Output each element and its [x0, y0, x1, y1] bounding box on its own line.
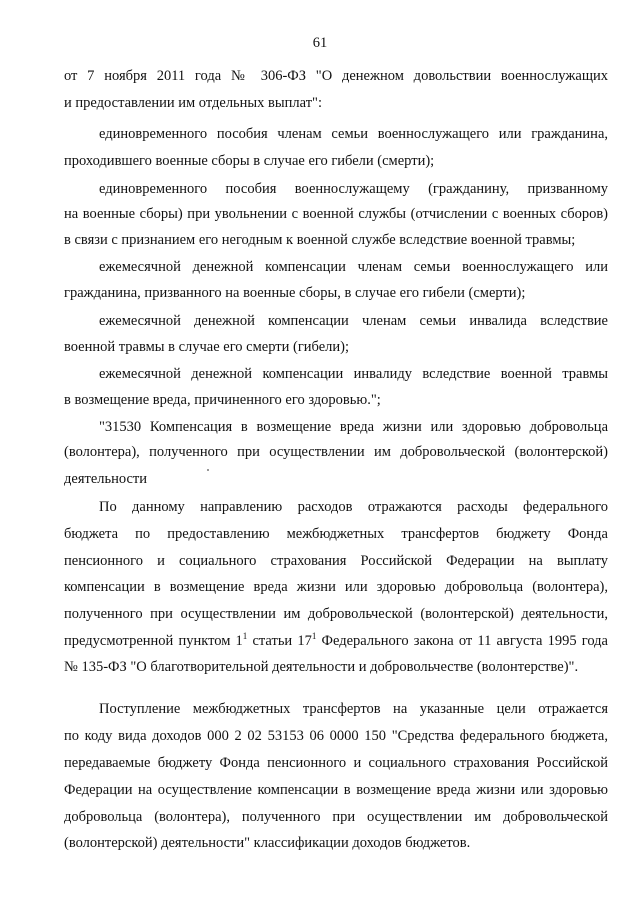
- text-line: ежемесячной денежной компенсации членам семьи инвалида вследствие: [99, 313, 608, 329]
- text-line: бюджета по предоставлению межбюджетных трансфертов бюджету Фонда: [64, 526, 608, 542]
- superscript: 1: [242, 631, 248, 641]
- text-line: "31530 Компенсация в возмещение вреда жизни или здоровью добровольца: [99, 419, 608, 435]
- text-line: единовременного пособия членам семьи военнослужащего или гражданина,: [99, 126, 608, 142]
- text-line: в связи с признанием его негодным к военной службе вследствие военной травмы;: [64, 232, 576, 248]
- text-line: проходившего военные сборы в случае его гибели (смерти);: [64, 153, 435, 169]
- text-line: единовременного пособия военнослужащему (гражданину, призванному: [99, 181, 608, 197]
- text-line: ежемесячной денежной компенсации членам семьи военнослужащего или: [99, 259, 608, 275]
- text-line: в возмещение вреда, причиненного его здоровью.";: [64, 392, 381, 408]
- text-line: № 135-ФЗ "О благотворительной деятельности и добровольчестве (волонтерстве)".: [64, 659, 579, 675]
- text-line: на военные сборы) при увольнении с военной службы (отчислении с военных сборов): [64, 206, 608, 222]
- text-line: ежемесячной денежной компенсации инвалиду вследствие военной травмы: [99, 366, 608, 382]
- provision-text: предусмотренной пунктом 1: [64, 633, 243, 649]
- text-line: Поступление межбюджетных трансфертов на указанные цели отражается: [99, 701, 608, 717]
- text-line: и предоставлении им отдельных выплат":: [64, 95, 322, 111]
- text-line: гражданина, призванного на военные сборы, в случае его гибели (смерти);: [64, 285, 526, 301]
- scan-speck: [207, 469, 209, 471]
- text-line: деятельности: [64, 471, 148, 487]
- text-line: По данному направлению расходов отражаются расходы федерального: [99, 499, 608, 515]
- text-line: полученного при осуществлении им добровольческой (волонтерской) деятельности,: [64, 606, 608, 622]
- text-line-provision: [64, 632, 608, 650]
- text-line: Федерации на осуществление компенсации в возмещение вреда жизни или здоровью: [64, 782, 608, 798]
- text-line: пенсионного и социального страхования Российской Федерации на выплату: [64, 553, 608, 569]
- text-line: компенсации в возмещение вреда жизни или здоровью добровольца (волонтера),: [64, 579, 608, 595]
- text-line: по коду вида доходов 000 2 02 53153 06 0000 150 "Средства федерального бюджета,: [64, 728, 608, 744]
- text-line: (волонтерской) деятельности" классификации доходов бюджетов.: [64, 835, 471, 851]
- superscript: 1: [311, 631, 317, 641]
- provision-text: Федерального закона от 11 августа 1995 года: [316, 633, 608, 649]
- page-number: 61: [312, 35, 328, 51]
- provision-text: статьи 17: [247, 633, 312, 649]
- text-line: военной травмы в случае его смерти (гибели);: [64, 339, 350, 355]
- text-line: (волонтера), полученного при осуществлении им добровольческой (волонтерской): [64, 444, 608, 460]
- text-line: передаваемые бюджету Фонда пенсионного и социального страхования Российской: [64, 755, 608, 771]
- text-line: добровольца (волонтера), полученного при осуществлении им добровольческой: [64, 809, 608, 825]
- text-line: от 7 ноября 2011 года № 306-ФЗ "О денежном довольствии военнослужащих: [64, 68, 608, 84]
